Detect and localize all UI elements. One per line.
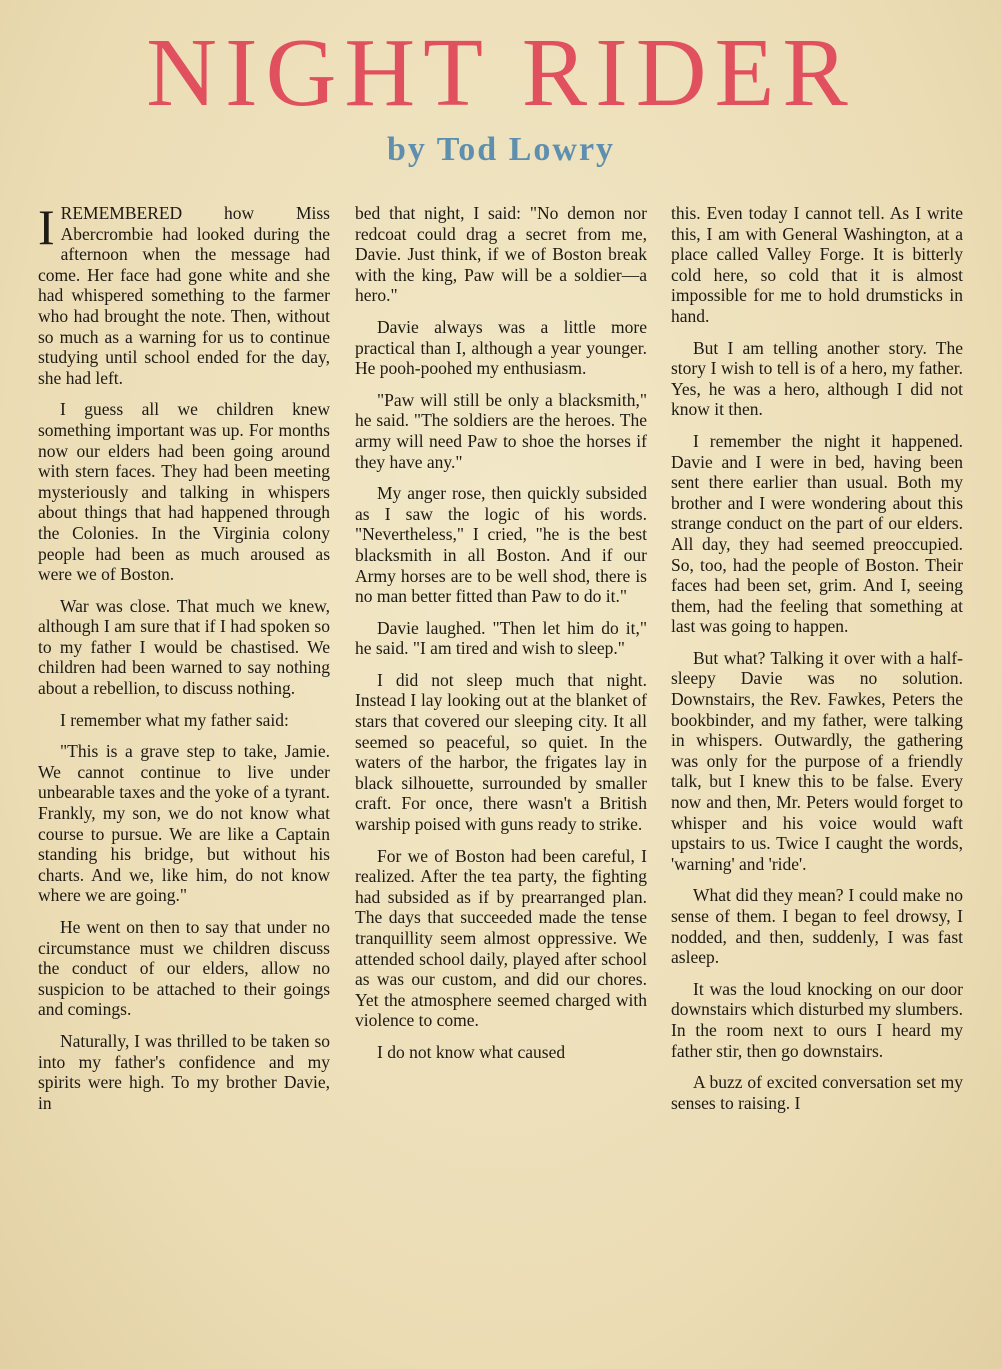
- paragraph: But what? Talking it over with a half-sleepy Davie was no solution. Downstairs, the Rev. Fawkes, Peters the bookbinder, and my father, were talking in whispers. Outwardly, the gathering was only for the purpose of a friendly talk, but I knew this to be false. Every now and then, Mr. Peters would forget to whisper and his voice would waft upstairs to us. Twice I caught the words, 'warning' and 'ride'.: [671, 647, 963, 874]
- drop-cap: I: [38, 199, 55, 255]
- paragraph: I guess all we children knew something important was up. For months now our elders had been going around with stern faces. They had been meeting mysteriously and talking in whispers about things that had happened through the Colonies. In the Virginia colony people had been as much aroused as were we of Boston.: [38, 399, 330, 585]
- paragraph: But I am telling another story. The story I wish to tell is of a hero, my father. Yes, he was a hero, although I did not know it then.: [671, 337, 963, 420]
- paragraph: this. Even today I cannot tell. As I write this, I am with General Washington, at a place called Valley Forge. It is bitterly cold here, so cold that it is almost impossible for me to hold drumsticks in hand.: [671, 203, 963, 326]
- paragraph: bed that night, I said: "No demon nor redcoat could drag a secret from me, Davie. Just think, if we of Boston break with the king, Paw will be a soldier—a hero.": [355, 203, 647, 306]
- paragraph: "Paw will still be only a blacksmith," he said. "The soldiers are the heroes. The army will need Paw to shoe the horses if they have any.": [355, 389, 647, 472]
- opening-text: REMEMBERED how Miss Abercrombie had looked during the afternoon when the message had come. Her face had gone white and she had whispered something to the farmer who had brought the note. Then, without so much as a warning for us to continue studying until school ended for the day, she had left.: [38, 203, 330, 388]
- paragraph: Davie always was a little more practical than I, although a year younger. He pooh-poohed my enthusiasm.: [355, 316, 647, 379]
- paragraph: I do not know what caused: [377, 1041, 566, 1062]
- paragraph: Davie laughed. "Then let him do it," he said. "I am tired and wish to sleep.": [355, 617, 647, 659]
- paragraph: I remember the night it happened. Davie and I were in bed, having been sent there earlier than usual. Both my brother and I were wondering about this strange conduct on the part of our elders. All day, they had seemed preoccupied. So, too, had the people of Boston. Their faces had been set, grim. And I, seeing them, had the feeling that something at last was going to happen.: [671, 430, 963, 637]
- paragraph: What did they mean? I could make no sense of them. I began to feel drowsy, I nodded, and then, suddenly, I was fast asleep.: [671, 885, 963, 968]
- text-column-2: [355, 203, 647, 1074]
- story-byline: by Tod Lowry: [386, 131, 616, 168]
- text-column-3: [671, 203, 963, 1124]
- paragraph: War was close. That much we knew, although I am sure that if I had spoken so to my father I would be chastised. We children had been warned to say nothing about a rebellion, to discuss nothing.: [38, 595, 330, 699]
- paragraph: It was the loud knocking on our door downstairs which disturbed my slumbers. In the room next to ours I heard my father stir, then go downstairs.: [671, 978, 963, 1061]
- text-column-1: [38, 199, 330, 1124]
- story-title: NIGHT RIDER: [146, 19, 856, 127]
- paragraph: A buzz of excited conversation set my senses to raising. I: [671, 1072, 963, 1113]
- paragraph: For we of Boston had been careful, I realized. After the tea party, the fighting had subsided as if by prearranged plan. The days that succeeded made the tense tranquillity seem almost oppressive. We attended school daily, played after school as was our custom, and did our chores. Yet the atmosphere seemed charged with violence to come.: [355, 845, 647, 1031]
- paragraph: My anger rose, then quickly subsided as I saw the logic of his words. "Nevertheless," I cried, "he is the best blacksmith in all Boston. And if our Army horses are to be well shod, there is no man better fitted than Paw to do it.": [355, 483, 647, 607]
- paragraph: Naturally, I was thrilled to be taken so into my father's confidence and my spirits were high. To my brother Davie, in: [38, 1030, 330, 1113]
- paragraph: I remember what my father said:: [60, 709, 289, 730]
- paragraph: "This is a grave step to take, Jamie. We cannot continue to live under unbearable taxes and the yoke of a tyrant. Frankly, my son, we do not know what course to pursue. We are like a Captain standing his bridge, but without his charts. And we, like him, do not know where we are going.": [38, 741, 330, 906]
- paragraph: [38, 199, 330, 388]
- paragraph: He went on then to say that under no circumstance must we children discuss the conduct of our elders, allow no suspicion to be attached to their goings and comings.: [38, 917, 330, 1020]
- paragraph: I did not sleep much that night. Instead I lay looking out at the blanket of stars that covered our sleeping city. It all seemed so peaceful, so quiet. In the waters of the harbor, the frigates lay in black silhouette, surrounded by smaller craft. For once, there wasn't a British warship poised with guns ready to strike.: [355, 669, 647, 835]
